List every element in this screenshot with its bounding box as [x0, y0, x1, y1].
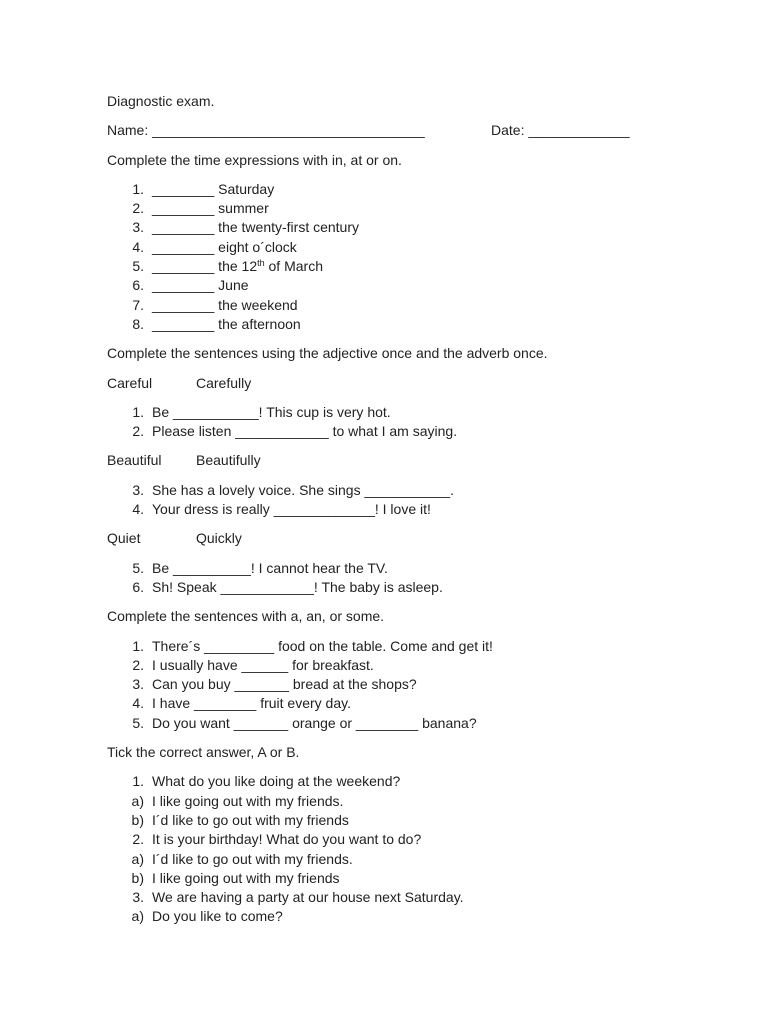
name-date-row [107, 121, 727, 140]
list-item [107, 403, 727, 422]
list-item [107, 792, 727, 811]
item-text: We are having a party at our house next Saturday. [152, 889, 464, 906]
item-text: I´d like to go out with my friends [152, 811, 349, 828]
list-item [107, 888, 727, 907]
list-item [107, 578, 727, 597]
list-item [107, 637, 727, 656]
item-number: b) [131, 811, 144, 828]
list-item [107, 869, 727, 888]
adjective: Beautiful [107, 452, 162, 469]
item-text: I like going out with my friends. [152, 792, 344, 809]
list-item [107, 907, 727, 926]
list-item [107, 296, 727, 315]
item-text: I´d like to go out with my friends. [152, 850, 353, 867]
item-number: 7. [132, 296, 144, 313]
word-pair [107, 374, 727, 393]
item-number: 6. [132, 277, 144, 294]
adverb: Quickly [196, 530, 242, 547]
item-number: 4. [132, 695, 144, 712]
item-number: 2. [132, 831, 144, 848]
item-text: Your dress is really _____________! I love it! [152, 501, 431, 518]
item-number: 8. [132, 315, 144, 332]
list-item [107, 850, 727, 869]
list-item [107, 772, 727, 791]
item-text: It is your birthday! What do you want to do? [152, 831, 422, 848]
item-number: 2. [132, 200, 144, 217]
list-item [107, 830, 727, 849]
item-text: Be __________! I cannot hear the TV. [152, 559, 388, 576]
item-text: Do you want _______ orange or ________ banana? [152, 714, 477, 731]
item-number: 2. [132, 423, 144, 440]
adverb: Carefully [196, 374, 252, 391]
item-number: a) [131, 850, 144, 867]
list-item [107, 276, 727, 295]
date-field: Date: _____________ [491, 122, 630, 139]
item-text: Sh! Speak ____________! The baby is asleep. [152, 578, 443, 595]
list-item [107, 694, 727, 713]
item-text: ________ Saturday [152, 180, 275, 197]
item-text: She has a lovely voice. She sings ___________. [152, 481, 454, 498]
item-text: There´s _________ food on the table. Come and get it! [152, 637, 493, 654]
section1-instruction: Complete the time expressions with in, at or on. [107, 151, 402, 168]
item-number: 3. [132, 481, 144, 498]
item-text: ________ the weekend [152, 296, 298, 313]
item-number: b) [131, 869, 144, 886]
item-text [152, 257, 323, 276]
item-text: Can you buy _______ bread at the shops? [152, 676, 417, 693]
item-text: I have ________ fruit every day. [152, 695, 351, 712]
item-number: 3. [132, 676, 144, 693]
section4-list [107, 772, 727, 926]
name-field: Name: ___________________________________ [107, 122, 425, 139]
item-number: 5. [132, 714, 144, 731]
adverb: Beautifully [196, 452, 261, 469]
item-text-pre: ________ the 12 [152, 258, 258, 275]
item-text: I like going out with my friends [152, 869, 340, 886]
item-text: Be ___________! This cup is very hot. [152, 403, 391, 420]
item-number: 3. [132, 219, 144, 236]
item-text: ________ eight o´clock [152, 238, 297, 255]
item-number: 1. [132, 637, 144, 654]
item-text: What do you like doing at the weekend? [152, 773, 401, 790]
section3-instruction: Complete the sentences with a, an, or some. [107, 608, 385, 625]
item-number: 6. [132, 578, 144, 595]
item-text: ________ the afternoon [152, 315, 301, 332]
item-number: 1. [132, 773, 144, 790]
list-item [107, 315, 727, 334]
section4-instruction: Tick the correct answer, A or B. [107, 744, 300, 761]
worksheet [107, 92, 727, 927]
item-text: Please listen ____________ to what I am saying. [152, 423, 458, 440]
item-number: 2. [132, 656, 144, 673]
list-item [107, 238, 727, 257]
item-text: I usually have ______ for breakfast. [152, 656, 374, 673]
item-number: 4. [132, 501, 144, 518]
item-text: ________ June [152, 277, 249, 294]
item-number: 3. [132, 889, 144, 906]
item-text: Do you like to come? [152, 908, 283, 925]
item-number: 5. [132, 559, 144, 576]
item-number: 1. [132, 403, 144, 420]
list-item [107, 218, 727, 237]
list-item [107, 656, 727, 675]
list-item [107, 481, 727, 500]
section1-list [107, 180, 727, 334]
item-number: a) [131, 908, 144, 925]
exam-title: Diagnostic exam. [107, 93, 215, 109]
section3-list [107, 637, 727, 733]
item-text: ________ the twenty-first century [152, 219, 360, 236]
word-pair [107, 451, 727, 470]
section2-instruction: Complete the sentences using the adjective once and the adverb once. [107, 345, 548, 362]
list-item [107, 675, 727, 694]
adjective: Careful [107, 374, 153, 391]
word-pair [107, 529, 727, 548]
item-number: a) [131, 792, 144, 809]
item-text-post: of March [264, 258, 323, 275]
list-item [107, 559, 727, 578]
item-number: 5. [132, 258, 144, 275]
item-number: 1. [132, 180, 144, 197]
item-number: 4. [132, 238, 144, 255]
ordinal-suffix: th [257, 258, 265, 269]
list-item [107, 180, 727, 199]
adjective: Quiet [107, 530, 141, 547]
list-item [107, 422, 727, 441]
list-item [107, 500, 727, 519]
list-item [107, 199, 727, 218]
list-item [107, 714, 727, 733]
item-text: ________ summer [152, 200, 269, 217]
list-item [107, 257, 727, 276]
list-item [107, 811, 727, 830]
